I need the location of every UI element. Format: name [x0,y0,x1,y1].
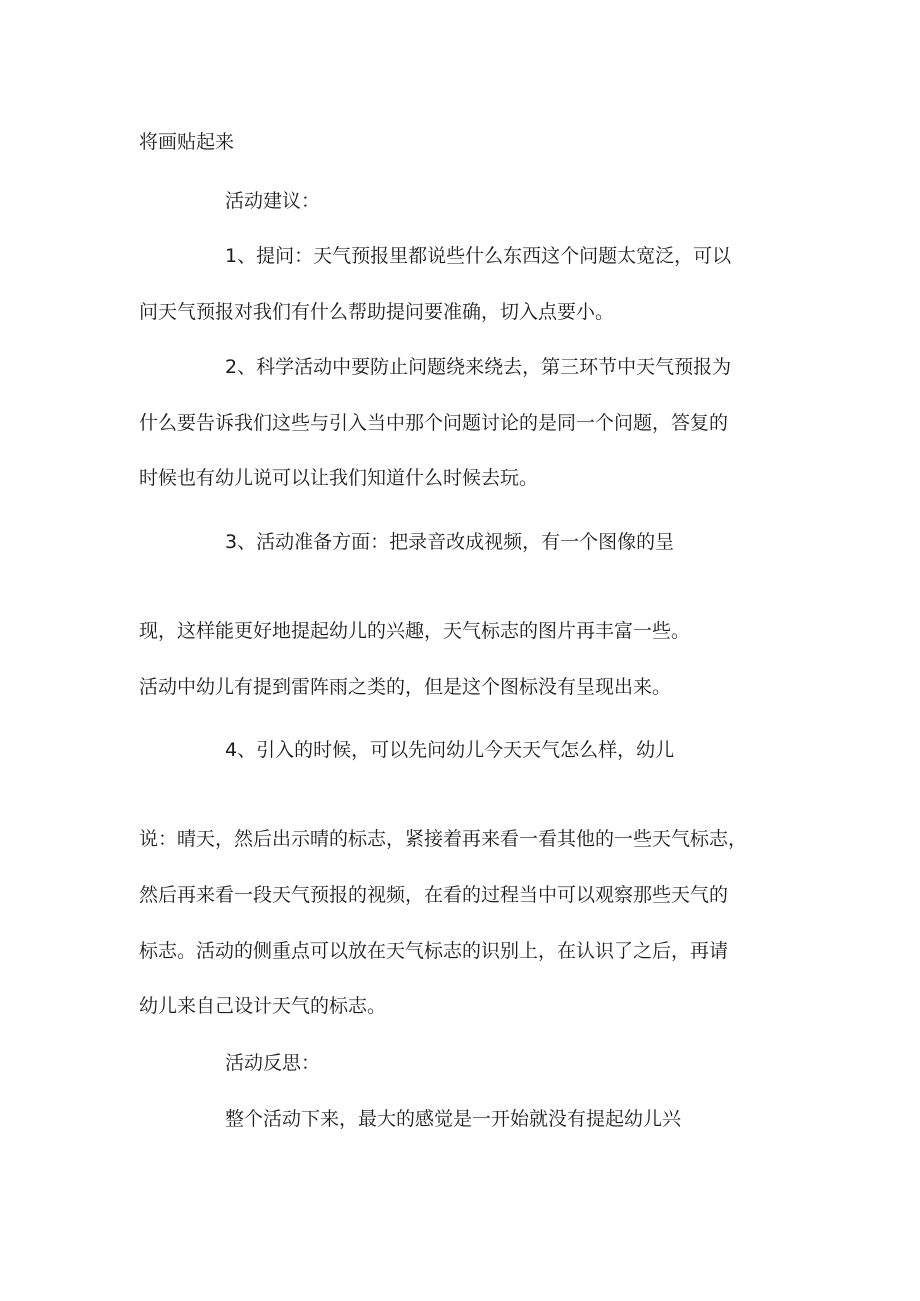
text-line-6: 什么要告诉我们这些与引入当中那个问题讨论的是同一个问题，答复的 [139,412,729,434]
text-line-8: 3、活动准备方面：把录音改成视频，有一个图像的呈 [225,531,675,553]
text-line-5: 2、科学活动中要防止问题绕来绕去，第三环节中天气预报为 [225,356,732,378]
section-heading-reflection: 活动反思： [225,1052,321,1074]
text-line-7: 时候也有幼儿说可以让我们知道什么时候去玩。 [139,467,539,489]
text-line-1: 将画贴起来 [139,131,235,153]
section-heading-suggestions: 活动建议： [225,190,321,212]
text-line-17: 整个活动下来，最大的感觉是一开始就没有提起幼儿兴 [225,1108,682,1130]
text-line-14: 标志。活动的侧重点可以放在天气标志的识别上，在认识了之后，再请 [139,940,729,962]
text-line-4: 问天气预报对我们有什么帮助提问要准确，切入点要小。 [139,301,615,323]
text-line-3: 1、提问：天气预报里都说些什么东西这个问题太宽泛，可以 [225,245,732,267]
text-line-15: 幼儿来自己设计天气的标志。 [139,995,387,1017]
text-line-12: 说：晴天，然后出示晴的标志，紧接着再来看一看其他的一些天气标志， [139,828,748,850]
text-line-11: 4、引入的时候，可以先问幼儿今天天气怎么样，幼儿 [225,739,675,761]
text-line-13: 然后再来看一段天气预报的视频，在看的过程当中可以观察那些天气的 [139,884,729,906]
text-line-10: 活动中幼儿有提到雷阵雨之类的，但是这个图标没有呈现出来。 [139,676,672,698]
text-line-9: 现，这样能更好地提起幼儿的兴趣，天气标志的图片再丰富一些。 [139,620,691,642]
